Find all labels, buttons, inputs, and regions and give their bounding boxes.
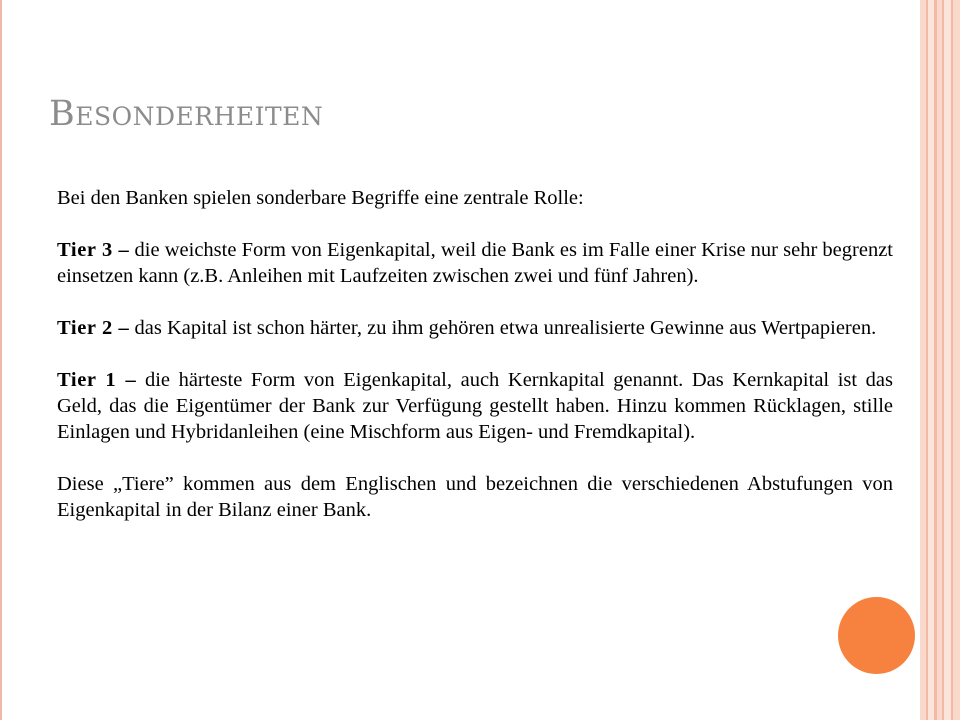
tier-2-text: das Kapital ist schon härter, zu ihm gehören etwa unrealisierte Gewinne aus Wertpapieren.	[134, 317, 877, 339]
tier-3-term: Tier 3 –	[57, 239, 130, 261]
intro-paragraph: Bei den Banken spielen sonderbare Begriffe eine zentrale Rolle:	[57, 187, 584, 209]
tier-1-text: die härteste Form von Eigenkapital, auch Kernkapital genannt. Das Kernkapital ist das Geld, das die Eigentümer der Bank zur Verfügung gestellt haben. Hinzu kommen Rücklagen, stille Einlagen und Hybridanleihen (eine Mischform aus Eigen- und Fremdkapital).	[57, 369, 894, 443]
right-decorative-stripes	[920, 0, 960, 720]
tier-1-term: Tier 1 –	[57, 369, 137, 391]
slide-body	[57, 185, 893, 523]
left-frame-line	[0, 0, 2, 720]
tier-3-text: die weichste Form von Eigenkapital, weil die Bank es im Falle einer Krise nur sehr begrenzt einsetzen kann (z.B. Anleihen mit Laufzeiten zwischen zwei und fünf Jahren).	[57, 239, 893, 287]
tier-1-paragraph	[57, 367, 893, 445]
tier-2-term: Tier 2 –	[57, 317, 130, 339]
stripe	[944, 0, 951, 720]
slide-title: Besonderheiten	[49, 94, 324, 134]
closing-paragraph: Diese „Tiere” kommen aus dem Englischen und bezeichnen die verschiedenen Abstufungen von Eigenkapital in der Bilanz einer Bank.	[57, 473, 893, 521]
tier-3-paragraph	[57, 237, 893, 289]
orange-circle-decoration	[838, 597, 915, 674]
tier-2-paragraph	[57, 315, 893, 341]
stripe	[953, 0, 960, 720]
